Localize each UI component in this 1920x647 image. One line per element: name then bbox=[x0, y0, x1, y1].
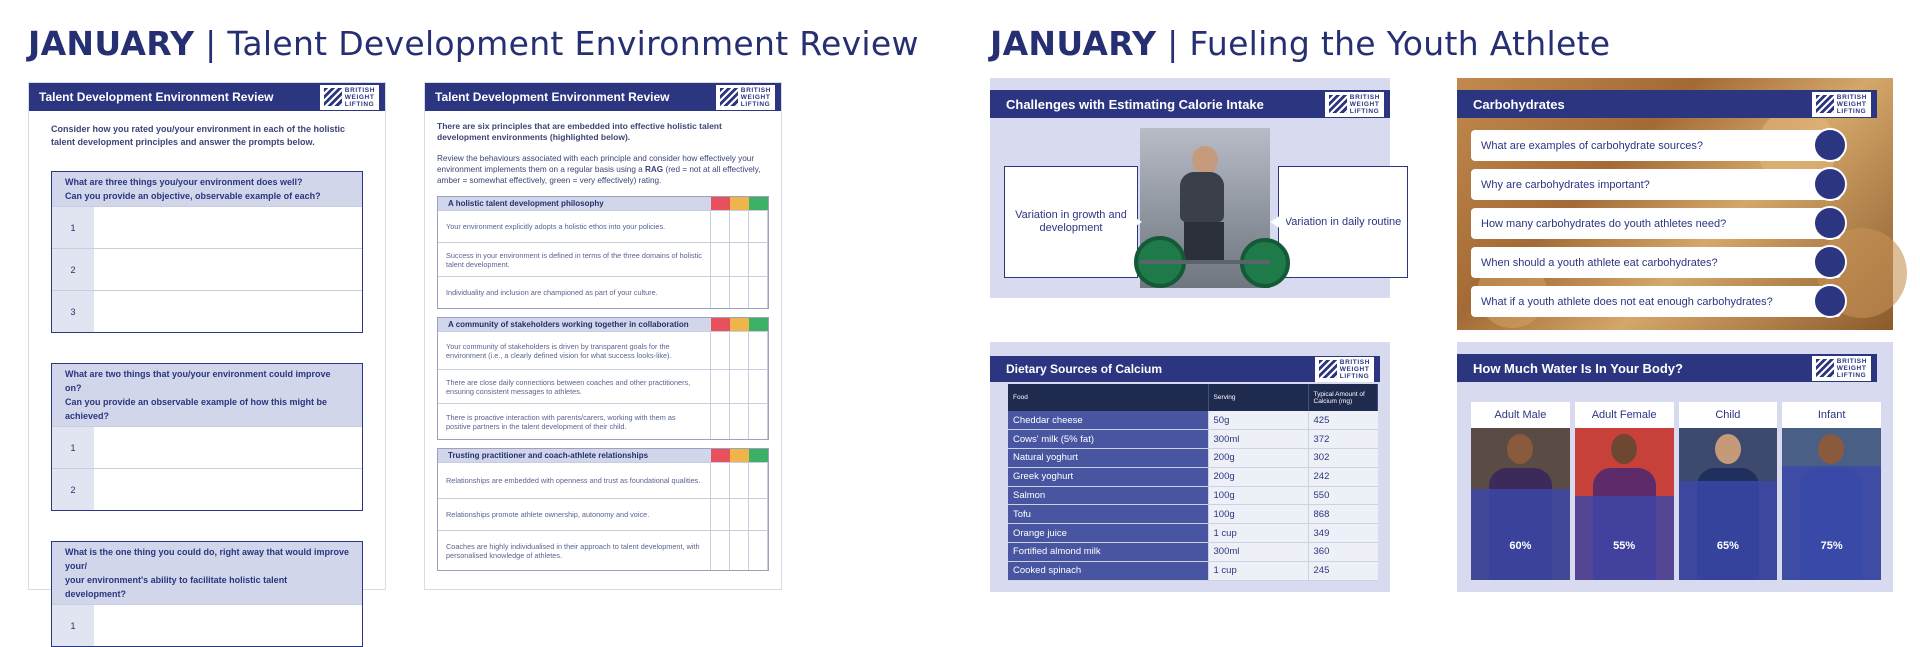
rag-green-cell[interactable] bbox=[749, 404, 768, 439]
water-card-label: Adult Female bbox=[1575, 402, 1674, 428]
water-card bbox=[1575, 402, 1674, 580]
routine-variation-box: Variation in daily routine bbox=[1278, 166, 1408, 278]
carb-question[interactable]: Why are carbohydrates important? bbox=[1471, 169, 1841, 200]
question-marker-icon bbox=[1813, 206, 1847, 240]
slide-carbohydrates bbox=[1457, 78, 1893, 330]
rag-red-cell[interactable] bbox=[711, 332, 730, 369]
brand-logo: BRITISH WEIGHT LIFTING bbox=[1812, 356, 1871, 381]
rag-section-title: Trusting practitioner and coach-athlete relationships bbox=[438, 449, 711, 462]
serving-cell: 200g bbox=[1208, 467, 1308, 486]
rag-red-cell[interactable] bbox=[711, 531, 730, 570]
rag-amber-cell[interactable] bbox=[730, 332, 749, 369]
rag-green-cell[interactable] bbox=[749, 499, 768, 530]
rag-behaviour-row: Relationships promote athlete ownership, autonomy and voice. bbox=[438, 498, 768, 530]
table-row bbox=[1008, 524, 1378, 543]
rag-amber-cell[interactable] bbox=[730, 499, 749, 530]
rag-green-cell[interactable] bbox=[749, 332, 768, 369]
rag-red-cell[interactable] bbox=[711, 499, 730, 530]
logo-mark-icon bbox=[1816, 359, 1834, 377]
prompt-box-2: What are two things that you/your environment could improve on? Can you provide an observable example of how this might be achieved? 1 2 bbox=[51, 363, 363, 511]
rag-behaviour-row: Coaches are highly individualised in their approach to talent development, with personalised knowledge of athletes. bbox=[438, 530, 768, 570]
rag-behaviour-row: Your environment explicitly adopts a holistic ethos into your policies. bbox=[438, 210, 768, 242]
rag-section-title: A community of stakeholders working together in collaboration bbox=[438, 318, 711, 331]
table-row bbox=[1008, 505, 1378, 524]
rag-red-swatch bbox=[711, 449, 730, 462]
food-cell: Tofu bbox=[1008, 505, 1208, 524]
rag-green-swatch bbox=[749, 449, 768, 462]
doc2-intro: There are six principles that are embedded into effective holistic talent development environments (highlighted below). bbox=[437, 121, 722, 142]
rag-amber-cell[interactable] bbox=[730, 404, 749, 439]
rag-behaviour-row: Individuality and inclusion are championed as part of your culture. bbox=[438, 276, 768, 308]
brand-logo: BRITISH WEIGHT LIFTING bbox=[1812, 92, 1871, 117]
right-heading-sep: | bbox=[1167, 24, 1179, 63]
table-row bbox=[1008, 430, 1378, 449]
rag-amber-cell[interactable] bbox=[730, 243, 749, 276]
slide3-title: Dietary Sources of Calcium bbox=[1006, 362, 1163, 376]
table-row bbox=[1008, 543, 1378, 562]
rag-red-swatch bbox=[711, 318, 730, 331]
food-cell: Greek yoghurt bbox=[1008, 467, 1208, 486]
slide-body-water bbox=[1457, 342, 1893, 592]
calcium-cell: 372 bbox=[1308, 430, 1378, 449]
rag-amber-swatch bbox=[730, 449, 749, 462]
rag-red-cell[interactable] bbox=[711, 243, 730, 276]
doc1-intro: Consider how you rated you/your environment in each of the holistic talent development principles and answer the prompts below. bbox=[51, 124, 346, 147]
left-heading-title: Talent Development Environment Review bbox=[227, 24, 919, 63]
water-cards bbox=[1471, 402, 1881, 580]
rag-behaviour-row: Your community of stakeholders is driven by transparent goals for the environment (i.e., a clearly defined vision for what success looks-like). bbox=[438, 331, 768, 369]
rag-red-cell[interactable] bbox=[711, 463, 730, 498]
prompt-box-1: What are three things you/your environment does well? Can you provide an objective, observable example of each? 1 2 3 bbox=[51, 171, 363, 333]
food-cell: Cooked spinach bbox=[1008, 561, 1208, 580]
food-cell: Orange juice bbox=[1008, 524, 1208, 543]
water-card-label: Child bbox=[1679, 402, 1778, 428]
doc2-title-bar bbox=[425, 83, 781, 111]
rag-red-cell[interactable] bbox=[711, 277, 730, 308]
calcium-cell: 302 bbox=[1308, 449, 1378, 468]
growth-variation-box: Variation in growth and development bbox=[1004, 166, 1138, 278]
serving-cell: 100g bbox=[1208, 486, 1308, 505]
left-heading-month: JANUARY bbox=[28, 24, 195, 63]
question-marker-icon bbox=[1813, 245, 1847, 279]
water-level-fill bbox=[1471, 489, 1570, 580]
food-cell: Fortified almond milk bbox=[1008, 543, 1208, 562]
table-row bbox=[1008, 561, 1378, 580]
doc1-title: Talent Development Environment Review bbox=[39, 90, 274, 104]
rag-amber-swatch bbox=[730, 197, 749, 210]
doc2-title: Talent Development Environment Review bbox=[435, 90, 670, 104]
carb-question[interactable]: What if a youth athlete does not eat enough carbohydrates? bbox=[1471, 286, 1841, 317]
doc1-title-bar bbox=[29, 83, 385, 111]
logo-mark-icon bbox=[1816, 95, 1834, 113]
left-heading bbox=[28, 24, 919, 63]
col-serving: Serving bbox=[1208, 384, 1308, 411]
rag-green-cell[interactable] bbox=[749, 531, 768, 570]
carb-question[interactable]: How many carbohydrates do youth athletes need? bbox=[1471, 208, 1841, 239]
slide4-title-bar bbox=[1457, 354, 1877, 382]
calcium-cell: 550 bbox=[1308, 486, 1378, 505]
rag-red-cell[interactable] bbox=[711, 211, 730, 242]
right-heading-title: Fueling the Youth Athlete bbox=[1189, 24, 1611, 63]
right-heading bbox=[990, 24, 1610, 63]
water-level-fill bbox=[1679, 481, 1778, 580]
question-marker-icon bbox=[1813, 167, 1847, 201]
serving-cell: 300ml bbox=[1208, 543, 1308, 562]
rag-red-cell[interactable] bbox=[711, 370, 730, 403]
calcium-cell: 868 bbox=[1308, 505, 1378, 524]
calcium-table bbox=[1008, 384, 1378, 581]
rag-amber-cell[interactable] bbox=[730, 531, 749, 570]
rag-green-cell[interactable] bbox=[749, 211, 768, 242]
arrow-right-icon bbox=[1126, 212, 1142, 232]
doc2-instructions: Review the behaviours associated with each principle and consider how effectively your environment implements them on a regular basis using a RAG (red = not at all effectively, amber = somewhat effectively, green = very effectively) rating. bbox=[437, 154, 761, 185]
logo-mark-icon bbox=[1329, 95, 1347, 113]
rag-section bbox=[437, 317, 769, 440]
answer-row[interactable]: 1 bbox=[52, 206, 362, 248]
serving-cell: 50g bbox=[1208, 411, 1308, 430]
water-card-label: Adult Male bbox=[1471, 402, 1570, 428]
table-row bbox=[1008, 449, 1378, 468]
slide-calcium bbox=[990, 342, 1390, 592]
water-card bbox=[1679, 402, 1778, 580]
logo-mark-icon bbox=[720, 88, 738, 106]
calcium-cell: 360 bbox=[1308, 543, 1378, 562]
rag-red-cell[interactable] bbox=[711, 404, 730, 439]
table-row bbox=[1008, 467, 1378, 486]
slide2-title-bar bbox=[1457, 90, 1877, 118]
rag-behaviour-row: Relationships are embedded with openness and trust as foundational qualities. bbox=[438, 462, 768, 498]
water-level-fill bbox=[1782, 466, 1881, 580]
calcium-cell: 425 bbox=[1308, 411, 1378, 430]
carb-question[interactable]: What are examples of carbohydrate sources? bbox=[1471, 130, 1841, 161]
rag-amber-swatch bbox=[730, 318, 749, 331]
rag-amber-cell[interactable] bbox=[730, 370, 749, 403]
carb-questions bbox=[1471, 130, 1841, 317]
slide-calorie-intake bbox=[990, 78, 1402, 298]
rag-amber-cell[interactable] bbox=[730, 277, 749, 308]
brand-logo: BRITISH WEIGHT LIFTING bbox=[1315, 357, 1374, 382]
rag-green-swatch bbox=[749, 197, 768, 210]
slide3-title-bar bbox=[990, 356, 1380, 382]
water-card bbox=[1782, 402, 1881, 580]
slide2-title: Carbohydrates bbox=[1473, 96, 1565, 112]
left-heading-sep: | bbox=[205, 24, 217, 63]
document-reflection bbox=[28, 82, 386, 631]
serving-cell: 300ml bbox=[1208, 430, 1308, 449]
logo-mark-icon bbox=[324, 88, 342, 106]
question-marker-icon bbox=[1813, 284, 1847, 318]
food-cell: Natural yoghurt bbox=[1008, 449, 1208, 468]
water-level-fill bbox=[1575, 496, 1674, 580]
food-cell: Cheddar cheese bbox=[1008, 411, 1208, 430]
answer-row[interactable]: 1 bbox=[52, 604, 362, 646]
water-percentage: 55% bbox=[1613, 540, 1636, 552]
calcium-cell: 245 bbox=[1308, 561, 1378, 580]
carb-question[interactable]: When should a youth athlete eat carbohydrates? bbox=[1471, 247, 1841, 278]
brand-logo: BRITISH WEIGHT LIFTING bbox=[320, 85, 379, 110]
logo-mark-icon bbox=[1319, 360, 1337, 378]
rag-behaviour-row: There are close daily connections between coaches and other practitioners, ensuring consistent messages to athletes. bbox=[438, 369, 768, 403]
athlete-lifting-photo bbox=[1140, 128, 1270, 288]
serving-cell: 1 cup bbox=[1208, 524, 1308, 543]
rag-green-cell[interactable] bbox=[749, 463, 768, 498]
rag-behaviour-row: There is proactive interaction with parents/carers, working with them as positive partners in the talent development of their child. bbox=[438, 403, 768, 439]
right-heading-month: JANUARY bbox=[990, 24, 1157, 63]
slide4-title: How Much Water Is In Your Body? bbox=[1473, 360, 1683, 376]
water-card bbox=[1471, 402, 1570, 580]
water-card-label: Infant bbox=[1782, 402, 1881, 428]
prompt-box-3: What is the one thing you could do, right away that would improve your/ your environment's ability to facilitate holistic talent development? 1 bbox=[51, 541, 363, 647]
rag-behaviour-row: Success in your environment is defined in terms of the three domains of holistic talent development. bbox=[438, 242, 768, 276]
answer-row[interactable]: 2 bbox=[52, 468, 362, 510]
serving-cell: 1 cup bbox=[1208, 561, 1308, 580]
serving-cell: 100g bbox=[1208, 505, 1308, 524]
rag-green-cell[interactable] bbox=[749, 243, 768, 276]
slide1-title-bar bbox=[990, 90, 1390, 118]
water-percentage: 75% bbox=[1820, 540, 1843, 552]
brand-logo: BRITISH WEIGHT LIFTING bbox=[716, 85, 775, 110]
brand-logo: BRITISH WEIGHT LIFTING bbox=[1325, 92, 1384, 117]
arrow-left-icon bbox=[1270, 212, 1286, 232]
food-cell: Cows' milk (5% fat) bbox=[1008, 430, 1208, 449]
answer-row[interactable]: 3 bbox=[52, 290, 362, 332]
rag-green-swatch bbox=[749, 318, 768, 331]
question-marker-icon bbox=[1813, 128, 1847, 162]
food-cell: Salmon bbox=[1008, 486, 1208, 505]
document-principles bbox=[424, 82, 782, 590]
rag-amber-cell[interactable] bbox=[730, 211, 749, 242]
rag-section bbox=[437, 448, 769, 571]
slide1-title: Challenges with Estimating Calorie Intake bbox=[1006, 96, 1264, 112]
water-percentage: 65% bbox=[1716, 540, 1739, 552]
col-calcium: Typical Amount of Calcium (mg) bbox=[1308, 384, 1378, 411]
rag-section bbox=[437, 196, 769, 309]
rag-green-cell[interactable] bbox=[749, 370, 768, 403]
answer-row[interactable]: 1 bbox=[52, 426, 362, 468]
water-percentage: 60% bbox=[1509, 540, 1532, 552]
answer-row[interactable]: 2 bbox=[52, 248, 362, 290]
col-food: Food bbox=[1008, 384, 1208, 411]
calcium-cell: 242 bbox=[1308, 467, 1378, 486]
rag-green-cell[interactable] bbox=[749, 277, 768, 308]
rag-amber-cell[interactable] bbox=[730, 463, 749, 498]
serving-cell: 200g bbox=[1208, 449, 1308, 468]
table-row bbox=[1008, 411, 1378, 430]
calcium-cell: 349 bbox=[1308, 524, 1378, 543]
rag-red-swatch bbox=[711, 197, 730, 210]
rag-section-title: A holistic talent development philosophy bbox=[438, 197, 711, 210]
rag-sections bbox=[437, 196, 769, 571]
table-row bbox=[1008, 486, 1378, 505]
